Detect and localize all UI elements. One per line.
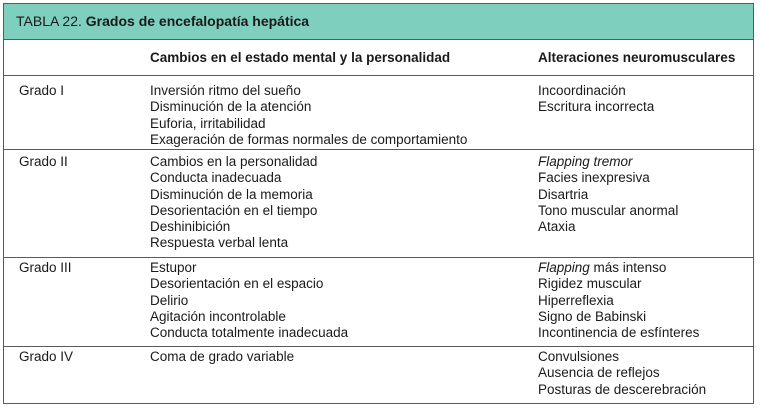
mental-changes-list (150, 260, 348, 341)
table-title-bar (4, 4, 753, 40)
list-item-rest: más intenso (589, 260, 667, 275)
list-item: Posturas de descerebración (538, 381, 707, 397)
list-item: Cambios en la personalidad (150, 154, 318, 169)
list-item: Euforia, irritabilidad (150, 115, 266, 131)
list-item: Tono muscular anormal (538, 202, 679, 218)
column-header-mental: Cambios en el estado mental y la personalidad (150, 50, 451, 65)
list-item: Convulsiones (538, 349, 620, 364)
list-item: Respuesta verbal lenta (150, 235, 289, 251)
list-item: Flapping tremor (538, 154, 633, 169)
table-row (4, 349, 753, 401)
list-item: Coma de grado variable (150, 349, 295, 364)
table-row (4, 260, 753, 347)
list-item: Ataxia (538, 219, 576, 235)
neuro-changes-list (538, 154, 678, 235)
list-item: Incoordinación (538, 83, 626, 98)
list-item: Estupor (150, 260, 197, 275)
list-item: Exageración de formas normales de comportamiento (150, 131, 468, 147)
list-item: Hiperreflexia (538, 292, 614, 308)
list-item-italic: Flapping (538, 260, 590, 275)
list-item: Desorientación en el tiempo (150, 202, 318, 218)
list-item: Conducta inadecuada (150, 170, 282, 186)
list-item: Delirio (150, 292, 189, 308)
mental-changes-list (150, 349, 294, 365)
list-item: Agitación incontrolable (150, 308, 286, 324)
list-item: Inversión ritmo del sueño (150, 83, 301, 98)
neuro-changes-list (538, 260, 699, 341)
list-item: Disminución de la atención (150, 99, 312, 115)
table-row (4, 154, 753, 258)
table-row (4, 83, 753, 150)
list-item: Facies inexpresiva (538, 170, 650, 186)
list-item: Deshinibición (150, 219, 231, 235)
neuro-changes-list (538, 83, 654, 116)
grade-label: Grado II (19, 154, 68, 169)
list-item: Disartria (538, 186, 589, 202)
list-item: Desorientación en el espacio (150, 276, 324, 292)
table-header (4, 40, 753, 76)
table-frame (3, 3, 754, 404)
list-item: Signo de Babinski (538, 308, 647, 324)
list-item: Incontinencia de esfínteres (538, 325, 700, 341)
list-item: Escritura incorrecta (538, 99, 655, 115)
list-item: Rigidez muscular (538, 276, 642, 292)
grade-label: Grado I (19, 83, 65, 98)
mental-changes-list (150, 154, 317, 252)
list-item (538, 260, 699, 276)
column-header-neuro: Alteraciones neuromusculares (538, 50, 736, 65)
table-title: Grados de encefalopatía hepática (85, 13, 310, 29)
list-item: Ausencia de reflejos (538, 365, 660, 381)
grade-label: Grado IV (19, 349, 74, 364)
list-item: Disminución de la memoria (150, 186, 313, 202)
grade-label: Grado III (19, 260, 72, 275)
list-item: Conducta totalmente inadecuada (150, 325, 349, 341)
mental-changes-list (150, 83, 467, 148)
neuro-changes-list (538, 349, 706, 398)
table-label: TABLA 22. (16, 13, 82, 29)
